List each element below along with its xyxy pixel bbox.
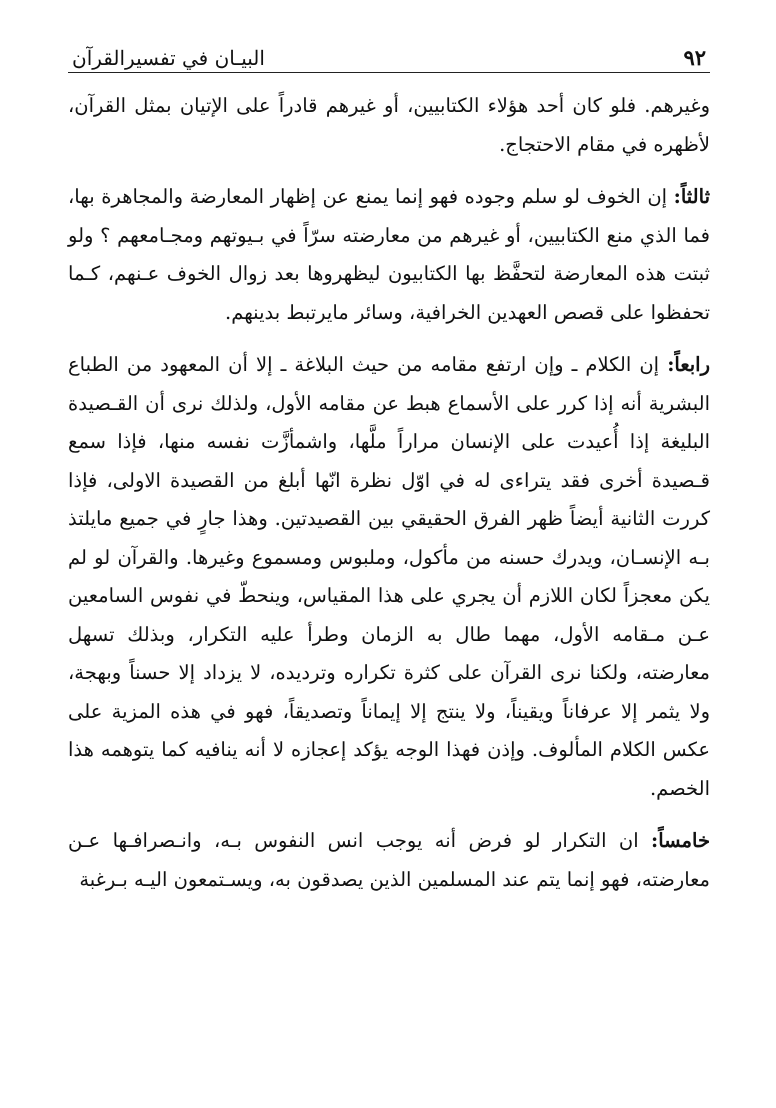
paragraph-lead: ثالثاً:	[673, 185, 710, 208]
paragraph-text: ان التكرار لو فرض أنه يوجب انس النفوس بـه، وانـصرافـها عـن معارضته، فهو إنما يتم عند المسلمين الذين يصدقون به، ويسـتمعون اليـه بـرغبة	[68, 829, 710, 891]
paragraph-continuation	[68, 87, 710, 164]
book-title: البيـان في تفسيرالقرآن	[72, 46, 265, 70]
paragraph-text: وغيرهم. فلو كان أحد هؤلاء الكتابيين، أو غيرهم قادراً على الإتيان بمثل القرآن، لأظهره في مقام الاحتجاج.	[68, 94, 710, 156]
running-header	[68, 36, 710, 73]
paragraph-lead: رابعاً:	[667, 353, 710, 376]
book-page	[68, 36, 710, 913]
body-text	[68, 87, 710, 899]
paragraph-text: إن الخوف لو سلم وجوده فهو إنما يمنع عن إظهار المعارضة والمجاهرة بها، فما الذي منع الكتابيين، أو غيرهم من معارضته سرّاً في بـيوتهم ومجـامعهم ؟ ولو ثبتت هذه المعارضة لتحفَّظ بها الكتابيون ليظهروها بعد زوال الخوف عـنهم، كـما تحفظوا على قصص العهدين الخرافية، وسائر مايرتبط بدينهم.	[68, 185, 710, 324]
paragraph-fourth-point	[68, 346, 710, 808]
page-number: ٩٢	[683, 45, 706, 70]
paragraph-lead: خامساً:	[651, 829, 710, 852]
paragraph-third-point	[68, 178, 710, 332]
paragraph-text: إن الكلام ـ وإن ارتفع مقامه من حيث البلاغة ـ إلا أن المعهود من الطباع البشرية أنه إذا كرر على الأسماع هبط عن مقامه الأول، ولذلك نرى أن القـصيدة البليغة إذا أُعيدت على الإنسان مراراً ملَّها، واشمأزَّت نفسه منها، فإذا سمع قـصيدة أخرى فقد يتراءى له في اوّل نظرة انّها أبلغ من القصيدة الاولى، فإذا كررت الثانية أيضاً ظهر الفرق الحقيقي بين القصيدتين. وهذا جارٍ في جميع مايلتذ بـه الإنسـان، ويدرك حسنه من مأكول، وملبوس ومسموع وغيرها. والقرآن لو لم يكن معجزاً لكان اللازم أن يجري على هذا المقياس، وينحطّ في نفوس السامعين عـن مـقامه الأول، مهما طال به الزمان وطرأ عليه التكرار، وبذلك تسهل معارضته، ولكنا نرى القرآن على كثرة تكراره وترديده، لا يزداد إلا حسناً وبهجة، ولا يثمر إلا عرفاناً ويقيناً، ولا ينتج إلا إيماناً وتصديقاً، فهو في هذه المزية على عكس الكلام المألوف. وإذن فهذا الوجه يؤكد إعجازه لا أنه ينافيه كما يتوهمه هذا الخصم.	[68, 353, 710, 800]
paragraph-fifth-point	[68, 822, 710, 899]
